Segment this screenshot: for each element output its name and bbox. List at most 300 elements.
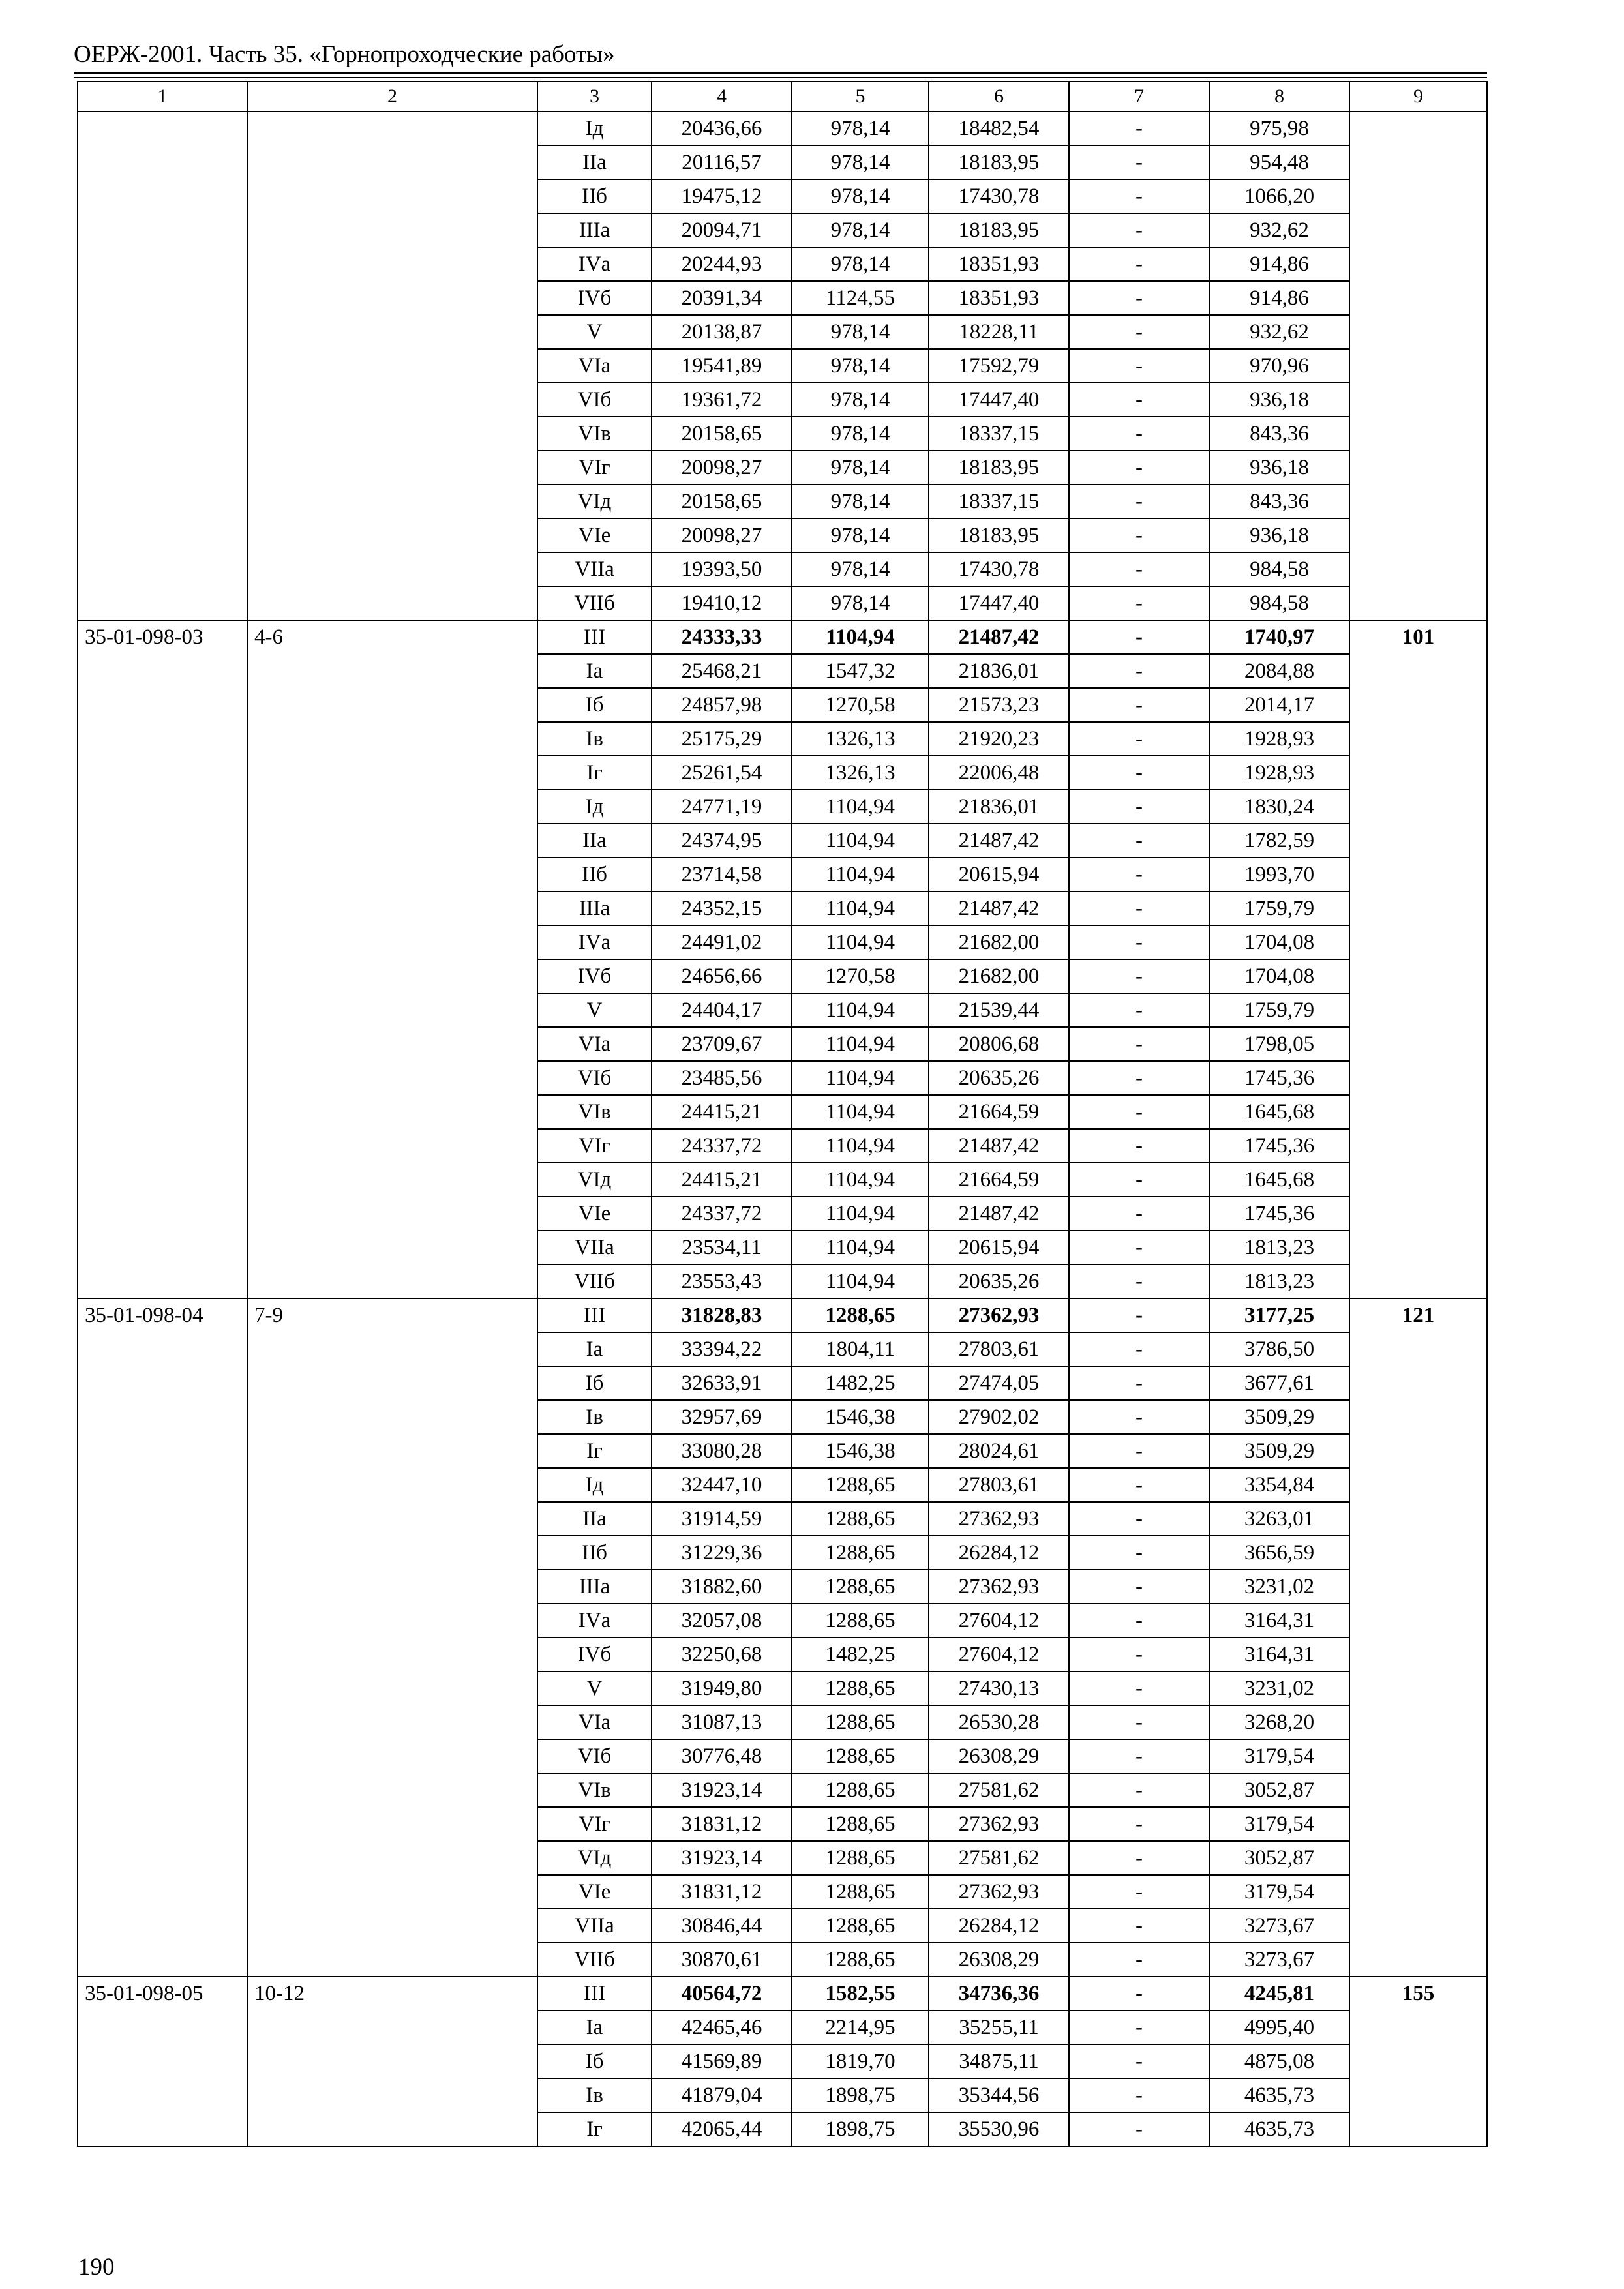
materials-cell: 1759,79 — [1209, 891, 1349, 925]
category-cell: VIIа — [537, 552, 652, 586]
total-cost-cell: 20138,87 — [652, 315, 792, 349]
materials-cell: 3052,87 — [1209, 1773, 1349, 1807]
wages-machinists-cell: - — [1069, 1298, 1209, 1332]
category-cell: Iа — [537, 654, 652, 688]
materials-cell: 1745,36 — [1209, 1129, 1349, 1163]
materials-cell: 970,96 — [1209, 349, 1349, 383]
wages-cell: 978,14 — [792, 485, 929, 518]
parameter-cell: 4-6 — [247, 620, 537, 1298]
table-row — [78, 620, 1487, 654]
wages-cell: 1288,65 — [792, 1943, 929, 1977]
total-cost-cell: 24374,95 — [652, 824, 792, 858]
materials-cell: 975,98 — [1209, 112, 1349, 145]
total-cost-cell: 40564,72 — [652, 1977, 792, 2011]
machines-cell: 18351,93 — [929, 281, 1069, 315]
category-cell: III — [537, 1977, 652, 2011]
category-cell: V — [537, 1671, 652, 1705]
materials-cell: 3177,25 — [1209, 1298, 1349, 1332]
category-cell: VIд — [537, 485, 652, 518]
total-cost-cell: 20116,57 — [652, 145, 792, 179]
materials-cell: 3263,01 — [1209, 1502, 1349, 1536]
labor-cost-cell: 121 — [1349, 1298, 1487, 1977]
materials-cell: 4635,73 — [1209, 2078, 1349, 2112]
column-number: 7 — [1069, 82, 1209, 112]
machines-cell: 21487,42 — [929, 891, 1069, 925]
total-cost-cell: 33394,22 — [652, 1332, 792, 1366]
wages-cell: 1124,55 — [792, 281, 929, 315]
materials-cell: 3231,02 — [1209, 1671, 1349, 1705]
wages-machinists-cell: - — [1069, 891, 1209, 925]
wages-cell: 1898,75 — [792, 2078, 929, 2112]
machines-cell: 21664,59 — [929, 1095, 1069, 1129]
total-cost-cell: 31831,12 — [652, 1875, 792, 1909]
category-cell: VIв — [537, 1773, 652, 1807]
total-cost-cell: 32447,10 — [652, 1468, 792, 1502]
machines-cell: 27362,93 — [929, 1570, 1069, 1604]
materials-cell: 3164,31 — [1209, 1638, 1349, 1671]
wages-machinists-cell: - — [1069, 1604, 1209, 1638]
wages-cell: 978,14 — [792, 383, 929, 417]
wages-machinists-cell: - — [1069, 790, 1209, 824]
wages-cell: 1288,65 — [792, 1570, 929, 1604]
materials-cell: 4635,73 — [1209, 2112, 1349, 2146]
wages-cell: 1104,94 — [792, 993, 929, 1027]
wages-machinists-cell: - — [1069, 1264, 1209, 1298]
column-number: 6 — [929, 82, 1069, 112]
wages-machinists-cell: - — [1069, 552, 1209, 586]
wages-machinists-cell: - — [1069, 349, 1209, 383]
category-cell: Iб — [537, 1366, 652, 1400]
machines-cell: 21682,00 — [929, 959, 1069, 993]
total-cost-cell: 23553,43 — [652, 1264, 792, 1298]
wages-cell: 2214,95 — [792, 2011, 929, 2044]
total-cost-cell: 24415,21 — [652, 1095, 792, 1129]
wages-cell: 1104,94 — [792, 858, 929, 891]
total-cost-cell: 30846,44 — [652, 1909, 792, 1943]
category-cell: VIг — [537, 1807, 652, 1841]
materials-cell: 932,62 — [1209, 213, 1349, 247]
page-number: 190 — [78, 2254, 115, 2281]
category-cell: VIб — [537, 383, 652, 417]
materials-cell: 2084,88 — [1209, 654, 1349, 688]
rates-table-body — [78, 82, 1487, 2146]
materials-cell: 1798,05 — [1209, 1027, 1349, 1061]
machines-cell: 21487,42 — [929, 1197, 1069, 1231]
category-cell: IIа — [537, 824, 652, 858]
parameter-cell: 10-12 — [247, 1977, 537, 2146]
total-cost-cell: 32057,08 — [652, 1604, 792, 1638]
machines-cell: 21573,23 — [929, 688, 1069, 722]
wages-machinists-cell: - — [1069, 1027, 1209, 1061]
table-row — [78, 1977, 1487, 2011]
machines-cell: 26530,28 — [929, 1705, 1069, 1739]
total-cost-cell: 32633,91 — [652, 1366, 792, 1400]
total-cost-cell: 31882,60 — [652, 1570, 792, 1604]
category-cell: IVа — [537, 925, 652, 959]
category-cell: VIв — [537, 417, 652, 451]
wages-machinists-cell: - — [1069, 959, 1209, 993]
total-cost-cell: 24771,19 — [652, 790, 792, 824]
category-cell: VIIб — [537, 586, 652, 620]
machines-cell: 21836,01 — [929, 790, 1069, 824]
category-cell: VIе — [537, 518, 652, 552]
wages-cell: 1104,94 — [792, 824, 929, 858]
wages-cell: 978,14 — [792, 451, 929, 485]
total-cost-cell: 24352,15 — [652, 891, 792, 925]
machines-cell: 20615,94 — [929, 858, 1069, 891]
wages-cell: 1288,65 — [792, 1502, 929, 1536]
wages-cell: 1288,65 — [792, 1807, 929, 1841]
wages-machinists-cell: - — [1069, 1705, 1209, 1739]
machines-cell: 27362,93 — [929, 1875, 1069, 1909]
category-cell: Iб — [537, 688, 652, 722]
category-cell: VIа — [537, 1027, 652, 1061]
wages-machinists-cell: - — [1069, 1197, 1209, 1231]
total-cost-cell: 42065,44 — [652, 2112, 792, 2146]
machines-cell: 27362,93 — [929, 1807, 1069, 1841]
wages-cell: 1288,65 — [792, 1909, 929, 1943]
wages-cell: 978,14 — [792, 552, 929, 586]
parameter-cell — [247, 112, 537, 620]
header-rule-thin — [74, 77, 1487, 78]
category-cell: IIIа — [537, 213, 652, 247]
category-cell: Iв — [537, 722, 652, 756]
machines-cell: 26308,29 — [929, 1943, 1069, 1977]
wages-machinists-cell: - — [1069, 1739, 1209, 1773]
machines-cell: 21682,00 — [929, 925, 1069, 959]
machines-cell: 27803,61 — [929, 1332, 1069, 1366]
wages-cell: 978,14 — [792, 518, 929, 552]
wages-machinists-cell: - — [1069, 1841, 1209, 1875]
machines-cell: 27581,62 — [929, 1773, 1069, 1807]
wages-machinists-cell: - — [1069, 620, 1209, 654]
materials-cell: 3179,54 — [1209, 1875, 1349, 1909]
column-number: 2 — [247, 82, 537, 112]
wages-cell: 1288,65 — [792, 1841, 929, 1875]
wages-machinists-cell: - — [1069, 1332, 1209, 1366]
category-cell: IIб — [537, 179, 652, 213]
machines-cell: 18351,93 — [929, 247, 1069, 281]
machines-cell: 27803,61 — [929, 1468, 1069, 1502]
materials-cell: 936,18 — [1209, 451, 1349, 485]
materials-cell: 936,18 — [1209, 383, 1349, 417]
table-row — [78, 112, 1487, 145]
total-cost-cell: 31923,14 — [652, 1841, 792, 1875]
category-cell: IVб — [537, 281, 652, 315]
category-cell: IIб — [537, 858, 652, 891]
total-cost-cell: 20098,27 — [652, 518, 792, 552]
total-cost-cell: 32250,68 — [652, 1638, 792, 1671]
category-cell: VIд — [537, 1841, 652, 1875]
wages-machinists-cell: - — [1069, 1570, 1209, 1604]
category-cell: VIIа — [537, 1231, 652, 1264]
category-cell: IVа — [537, 247, 652, 281]
category-cell: VIе — [537, 1197, 652, 1231]
column-number: 4 — [652, 82, 792, 112]
wages-cell: 1547,32 — [792, 654, 929, 688]
category-cell: Iв — [537, 2078, 652, 2112]
materials-cell: 3164,31 — [1209, 1604, 1349, 1638]
wages-cell: 1288,65 — [792, 1875, 929, 1909]
materials-cell: 3273,67 — [1209, 1943, 1349, 1977]
machines-cell: 35255,11 — [929, 2011, 1069, 2044]
wages-machinists-cell: - — [1069, 1231, 1209, 1264]
wages-cell: 1582,55 — [792, 1977, 929, 2011]
wages-machinists-cell: - — [1069, 485, 1209, 518]
materials-cell: 1782,59 — [1209, 824, 1349, 858]
wages-machinists-cell: - — [1069, 1977, 1209, 2011]
category-cell: III — [537, 620, 652, 654]
machines-cell: 35344,56 — [929, 2078, 1069, 2112]
column-number-row — [78, 82, 1487, 112]
machines-cell: 18183,95 — [929, 213, 1069, 247]
category-cell: Iа — [537, 1332, 652, 1366]
wages-cell: 1288,65 — [792, 1468, 929, 1502]
wages-cell: 1546,38 — [792, 1434, 929, 1468]
total-cost-cell: 19541,89 — [652, 349, 792, 383]
materials-cell: 1745,36 — [1209, 1197, 1349, 1231]
header-rule-thick — [74, 72, 1487, 74]
wages-cell: 1104,94 — [792, 620, 929, 654]
machines-cell: 21836,01 — [929, 654, 1069, 688]
category-cell: Iг — [537, 2112, 652, 2146]
wages-machinists-cell: - — [1069, 213, 1209, 247]
total-cost-cell: 31831,12 — [652, 1807, 792, 1841]
wages-machinists-cell: - — [1069, 824, 1209, 858]
wages-machinists-cell: - — [1069, 1909, 1209, 1943]
materials-cell: 4875,08 — [1209, 2044, 1349, 2078]
wages-cell: 1819,70 — [792, 2044, 929, 2078]
category-cell: VIIа — [537, 1909, 652, 1943]
machines-cell: 18228,11 — [929, 315, 1069, 349]
materials-cell: 3052,87 — [1209, 1841, 1349, 1875]
total-cost-cell: 19361,72 — [652, 383, 792, 417]
total-cost-cell: 24337,72 — [652, 1197, 792, 1231]
wages-cell: 978,14 — [792, 417, 929, 451]
wages-cell: 978,14 — [792, 145, 929, 179]
wages-machinists-cell: - — [1069, 417, 1209, 451]
materials-cell: 3354,84 — [1209, 1468, 1349, 1502]
total-cost-cell: 24857,98 — [652, 688, 792, 722]
machines-cell: 21487,42 — [929, 1129, 1069, 1163]
category-cell: Iд — [537, 790, 652, 824]
materials-cell: 1813,23 — [1209, 1264, 1349, 1298]
wages-cell: 1288,65 — [792, 1604, 929, 1638]
total-cost-cell: 41569,89 — [652, 2044, 792, 2078]
materials-cell: 914,86 — [1209, 281, 1349, 315]
wages-cell: 978,14 — [792, 586, 929, 620]
total-cost-cell: 33080,28 — [652, 1434, 792, 1468]
wages-cell: 1104,94 — [792, 925, 929, 959]
total-cost-cell: 24333,33 — [652, 620, 792, 654]
materials-cell: 1830,24 — [1209, 790, 1349, 824]
category-cell: Iв — [537, 1400, 652, 1434]
total-cost-cell: 25468,21 — [652, 654, 792, 688]
category-cell: Iд — [537, 1468, 652, 1502]
wages-cell: 1104,94 — [792, 1129, 929, 1163]
machines-cell: 27581,62 — [929, 1841, 1069, 1875]
materials-cell: 1759,79 — [1209, 993, 1349, 1027]
rate-code-cell: 35-01-098-05 — [78, 1977, 247, 2146]
machines-cell: 20635,26 — [929, 1264, 1069, 1298]
machines-cell: 20615,94 — [929, 1231, 1069, 1264]
wages-machinists-cell: - — [1069, 1943, 1209, 1977]
rate-code-cell: 35-01-098-04 — [78, 1298, 247, 1977]
category-cell: IIа — [537, 1502, 652, 1536]
total-cost-cell: 19475,12 — [652, 179, 792, 213]
machines-cell: 21664,59 — [929, 1163, 1069, 1197]
machines-cell: 17447,40 — [929, 383, 1069, 417]
category-cell: IIIа — [537, 891, 652, 925]
total-cost-cell: 31828,83 — [652, 1298, 792, 1332]
column-number: 5 — [792, 82, 929, 112]
machines-cell: 27430,13 — [929, 1671, 1069, 1705]
materials-cell: 3509,29 — [1209, 1434, 1349, 1468]
materials-cell: 3268,20 — [1209, 1705, 1349, 1739]
wages-cell: 1104,94 — [792, 790, 929, 824]
materials-cell: 3179,54 — [1209, 1807, 1349, 1841]
wages-cell: 1288,65 — [792, 1536, 929, 1570]
machines-cell: 20635,26 — [929, 1061, 1069, 1095]
total-cost-cell: 20436,66 — [652, 112, 792, 145]
category-cell: IVа — [537, 1604, 652, 1638]
machines-cell: 28024,61 — [929, 1434, 1069, 1468]
wages-cell: 1326,13 — [792, 722, 929, 756]
wages-machinists-cell: - — [1069, 586, 1209, 620]
column-number: 9 — [1349, 82, 1487, 112]
total-cost-cell: 24491,02 — [652, 925, 792, 959]
total-cost-cell: 31949,80 — [652, 1671, 792, 1705]
wages-machinists-cell: - — [1069, 1129, 1209, 1163]
total-cost-cell: 31923,14 — [652, 1773, 792, 1807]
category-cell: IIа — [537, 145, 652, 179]
machines-cell: 21487,42 — [929, 824, 1069, 858]
materials-cell: 2014,17 — [1209, 688, 1349, 722]
labor-cost-cell — [1349, 112, 1487, 620]
materials-cell: 1813,23 — [1209, 1231, 1349, 1264]
machines-cell: 34736,36 — [929, 1977, 1069, 2011]
machines-cell: 21920,23 — [929, 722, 1069, 756]
rate-code-cell: 35-01-098-03 — [78, 620, 247, 1298]
column-number: 1 — [78, 82, 247, 112]
wages-machinists-cell: - — [1069, 1468, 1209, 1502]
total-cost-cell: 30870,61 — [652, 1943, 792, 1977]
machines-cell: 18183,95 — [929, 451, 1069, 485]
category-cell: VIIб — [537, 1264, 652, 1298]
total-cost-cell: 41879,04 — [652, 2078, 792, 2112]
wages-machinists-cell: - — [1069, 1095, 1209, 1129]
wages-machinists-cell: - — [1069, 1807, 1209, 1841]
machines-cell: 26284,12 — [929, 1536, 1069, 1570]
wages-machinists-cell: - — [1069, 315, 1209, 349]
wages-machinists-cell: - — [1069, 993, 1209, 1027]
machines-cell: 27604,12 — [929, 1638, 1069, 1671]
wages-machinists-cell: - — [1069, 756, 1209, 790]
wages-cell: 1104,94 — [792, 891, 929, 925]
materials-cell: 3509,29 — [1209, 1400, 1349, 1434]
machines-cell: 34875,11 — [929, 2044, 1069, 2078]
materials-cell: 3179,54 — [1209, 1739, 1349, 1773]
wages-machinists-cell: - — [1069, 654, 1209, 688]
materials-cell: 843,36 — [1209, 417, 1349, 451]
total-cost-cell: 20391,34 — [652, 281, 792, 315]
wages-machinists-cell: - — [1069, 518, 1209, 552]
rate-code-cell — [78, 112, 247, 620]
wages-machinists-cell: - — [1069, 1773, 1209, 1807]
category-cell: III — [537, 1298, 652, 1332]
wages-machinists-cell: - — [1069, 383, 1209, 417]
category-cell: VIб — [537, 1739, 652, 1773]
category-cell: V — [537, 315, 652, 349]
total-cost-cell: 20158,65 — [652, 485, 792, 518]
wages-cell: 1104,94 — [792, 1231, 929, 1264]
wages-machinists-cell: - — [1069, 1502, 1209, 1536]
wages-machinists-cell: - — [1069, 2044, 1209, 2078]
wages-machinists-cell: - — [1069, 1366, 1209, 1400]
machines-cell: 26284,12 — [929, 1909, 1069, 1943]
wages-machinists-cell: - — [1069, 145, 1209, 179]
machines-cell: 18183,95 — [929, 518, 1069, 552]
wages-cell: 978,14 — [792, 247, 929, 281]
rates-table — [77, 81, 1488, 2147]
wages-cell: 978,14 — [792, 349, 929, 383]
machines-cell: 27362,93 — [929, 1502, 1069, 1536]
category-cell: V — [537, 993, 652, 1027]
machines-cell: 18337,15 — [929, 417, 1069, 451]
total-cost-cell: 20158,65 — [652, 417, 792, 451]
materials-cell: 1645,68 — [1209, 1095, 1349, 1129]
wages-cell: 1270,58 — [792, 688, 929, 722]
materials-cell: 932,62 — [1209, 315, 1349, 349]
wages-machinists-cell: - — [1069, 1400, 1209, 1434]
materials-cell: 3786,50 — [1209, 1332, 1349, 1366]
total-cost-cell: 42465,46 — [652, 2011, 792, 2044]
category-cell: Iб — [537, 2044, 652, 2078]
total-cost-cell: 19393,50 — [652, 552, 792, 586]
wages-machinists-cell: - — [1069, 858, 1209, 891]
category-cell: Iд — [537, 112, 652, 145]
total-cost-cell: 24415,21 — [652, 1163, 792, 1197]
wages-machinists-cell: - — [1069, 451, 1209, 485]
wages-cell: 1104,94 — [792, 1027, 929, 1061]
materials-cell: 1740,97 — [1209, 620, 1349, 654]
category-cell: VIб — [537, 1061, 652, 1095]
total-cost-cell: 31087,13 — [652, 1705, 792, 1739]
wages-machinists-cell: - — [1069, 1163, 1209, 1197]
parameter-cell: 7-9 — [247, 1298, 537, 1977]
machines-cell: 27604,12 — [929, 1604, 1069, 1638]
wages-machinists-cell: - — [1069, 247, 1209, 281]
wages-cell: 978,14 — [792, 315, 929, 349]
materials-cell: 936,18 — [1209, 518, 1349, 552]
machines-cell: 22006,48 — [929, 756, 1069, 790]
machines-cell: 20806,68 — [929, 1027, 1069, 1061]
machines-cell: 17430,78 — [929, 179, 1069, 213]
machines-cell: 18337,15 — [929, 485, 1069, 518]
table-row — [78, 1298, 1487, 1332]
wages-machinists-cell: - — [1069, 1061, 1209, 1095]
total-cost-cell: 24656,66 — [652, 959, 792, 993]
wages-cell: 1104,94 — [792, 1061, 929, 1095]
machines-cell: 17430,78 — [929, 552, 1069, 586]
total-cost-cell: 24404,17 — [652, 993, 792, 1027]
wages-cell: 1288,65 — [792, 1671, 929, 1705]
wages-cell: 1546,38 — [792, 1400, 929, 1434]
column-number: 8 — [1209, 82, 1349, 112]
materials-cell: 954,48 — [1209, 145, 1349, 179]
materials-cell: 1704,08 — [1209, 959, 1349, 993]
labor-cost-cell: 101 — [1349, 620, 1487, 1298]
